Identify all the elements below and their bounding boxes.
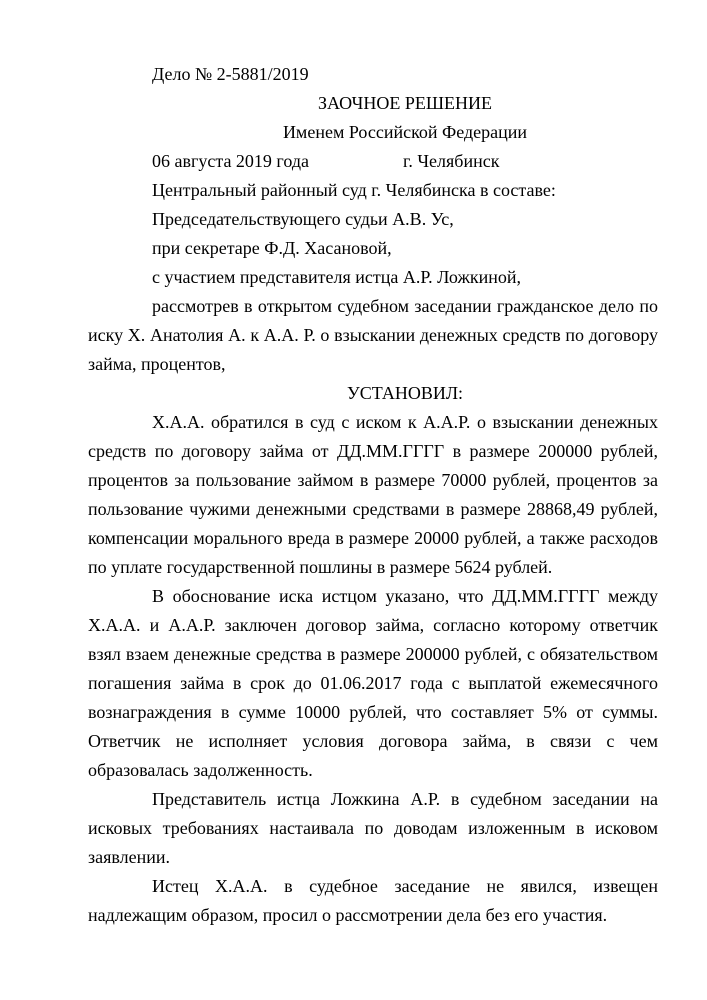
intro-paragraph: рассмотрев в открытом судебном заседании гражданское дело по иску Х. Анатолия А. к А.А. Р. о взыскании денежных средств по договору займа, процентов, <box>88 296 658 374</box>
representative-line: с участием представителя истца А.Р. Ложкиной, <box>152 267 522 287</box>
body-paragraph-claim: Х.А.А. обратился в суд с иском к А.А.Р. о взыскании денежных средств по договору займа от ДД.ММ.ГГГГ в размере 200000 рублей, процентов за пользование займом в размере 70000 рублей, процентов за пользование чужими денежными средствами в размере 28868,49 рублей, компенсации морального вреда в размере 20000 рублей, а также расходов по уплате государственной пошлины в размере 5624 рублей. <box>88 412 658 577</box>
document-body <box>88 60 658 930</box>
body-paragraph-representative: Представитель истца Ложкина А.Р. в судебном заседании на исковых требованиях настаивала по доводам изложенным в исковом заявлении. <box>88 789 658 867</box>
date-line <box>88 147 658 176</box>
secretary-line: при секретаре Ф.Д. Хасановой, <box>152 238 392 258</box>
document-subtitle: Именем Российской Федерации <box>282 122 528 142</box>
presiding-judge-line: Председательствующего судьи А.В. Ус, <box>152 209 454 229</box>
decision-date: 06 августа 2019 года <box>152 151 309 171</box>
court-name-line: Центральный районный суд г. Челябинска в составе: <box>152 180 556 200</box>
case-number: Дело № 2-5881/2019 <box>152 64 309 84</box>
section-heading-ustanovil: УСТАНОВИЛ: <box>346 383 464 403</box>
decision-city: г. Челябинск <box>403 151 500 171</box>
body-paragraph-justification: В обоснование иска истцом указано, что ДД.ММ.ГГГГ между Х.А.А. и А.А.Р. заключен договор займа, согласно которому ответчик взял взаем денежные средства в размере 200000 рублей, с обязательством погашения займа в срок до 01.06.2017 года с выплатой ежемесячного вознаграждения в сумме 10000 рублей, что составляет 5% от суммы. Ответчик не исполняет условия договора займа, в связи с чем образовалась задолженность. <box>88 586 658 780</box>
document-title: ЗАОЧНОЕ РЕШЕНИЕ <box>317 93 492 113</box>
body-paragraph-plaintiff-absence: Истец Х.А.А. в судебное заседание не явился, извещен надлежащим образом, просил о рассмотрении дела без его участия. <box>88 876 658 925</box>
